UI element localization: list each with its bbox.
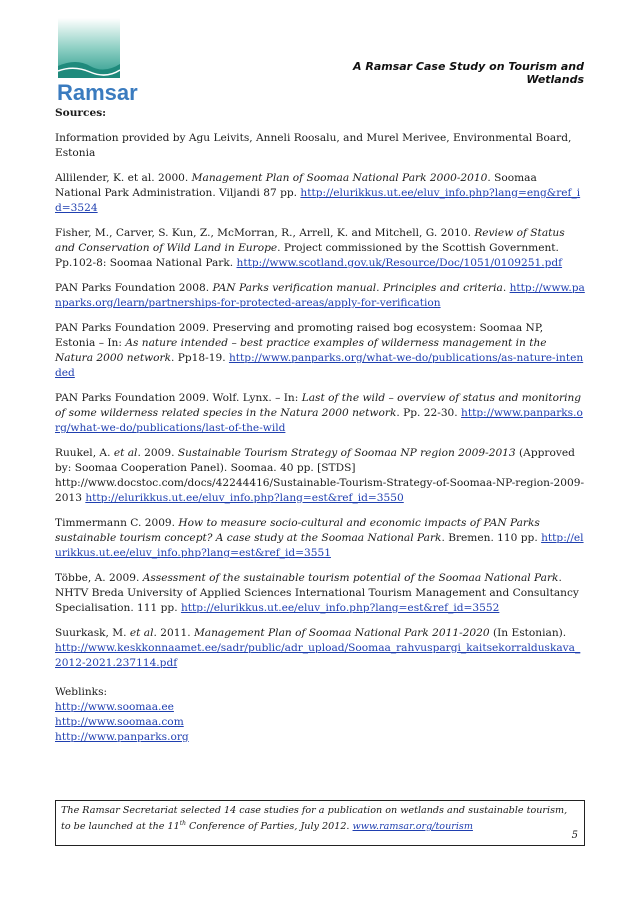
- ref-author: Suurkask, M.: [55, 627, 130, 639]
- footer-box: [55, 800, 585, 846]
- ref-title: PAN Parks verification manual. Principles and criteria: [212, 282, 503, 294]
- ref-title: How to measure socio-cultural and economic impacts of PAN Parks sustainable tourism concept? A case study at the Soomaa National Park: [55, 517, 540, 544]
- ref-title: Management Plan of Soomaa National Park 2011-2020: [193, 627, 490, 639]
- reference-5: [55, 321, 585, 381]
- ref-author: Ruukel, A.: [55, 447, 114, 459]
- weblink-soomaa-com[interactable]: http://www.soomaa.com: [55, 716, 184, 728]
- ref-title: Sustainable Tourism Strategy of Soomaa NP region 2009-2013: [177, 447, 516, 459]
- reference-10: [55, 626, 585, 671]
- ref-title: As nature intended – best practice examples of wilderness management in the Natura 2000 network: [55, 337, 547, 364]
- weblinks-block: [55, 685, 585, 745]
- footer-text: to be launched at the 11: [61, 821, 180, 833]
- ref-year: . 2011.: [153, 627, 194, 639]
- ref-details: . NHTV Breda University of Applied Sciences International Tourism Management and Consultancy Specialisation. 111 pp.: [55, 572, 579, 614]
- ref-et-al: et al: [113, 447, 138, 459]
- footer-link[interactable]: www.ramsar.org/tourism: [352, 821, 473, 833]
- ref-details: . Soomaa National Park Administration. Viljandi 87 pp.: [55, 172, 537, 199]
- reference-8: [55, 516, 585, 561]
- ref-details: . Project commissioned by the Scottish Government. Pp.102-8: Soomaa National Park.: [55, 242, 559, 269]
- ref-title: Management Plan of Soomaa National Park 2000-2010: [191, 172, 488, 184]
- ref-title: Assessment of the sustainable tourism potential of the Soomaa National Park: [142, 572, 559, 584]
- ramsar-logo-graphic: [56, 18, 138, 106]
- references-section: [55, 106, 585, 755]
- ref-author: Allilender, K. et al. 2000.: [55, 172, 192, 184]
- ref-details: (Approved by: Soomaa Cooperation Panel). Soomaa. 40 pp. [STDS] http://www.docstoc.com/docs/42244416/Sustainable-Tourism-Strategy-of-Soomaa-NP-region-2009-2013: [55, 447, 585, 504]
- ref-et-al: et al: [129, 627, 154, 639]
- ref-author: PAN Parks Foundation 2008.: [55, 282, 213, 294]
- ref-link[interactable]: http://elurikkus.ut.ee/eluv_info.php?lang=est&ref_id=3550: [85, 492, 404, 504]
- ref-author: Timmermann C. 2009.: [55, 517, 179, 529]
- ref-details: (In Estonian).: [489, 627, 567, 639]
- weblink-panparks[interactable]: http://www.panparks.org: [55, 731, 189, 743]
- ref-title: Review of Status and Conservation of Wild Land in Europe: [55, 227, 565, 254]
- footer-superscript: th: [179, 820, 186, 827]
- reference-7: [55, 446, 585, 506]
- ref-link[interactable]: http://elurikkus.ut.ee/eluv_info.php?lang=eng&ref_id=3524: [55, 187, 581, 214]
- reference-1: [55, 131, 585, 161]
- reference-2: [55, 171, 585, 216]
- ref-details: . Pp18-19.: [171, 352, 229, 364]
- ref-details: . Bremen. 110 pp.: [441, 532, 542, 544]
- reference-4: [55, 281, 585, 311]
- footer-line-2: [61, 817, 579, 833]
- footer-text-2: Conference of Parties, July 2012.: [186, 821, 353, 833]
- ref-link[interactable]: http://www.panparks.org/what-we-do/publications/as-nature-intended: [55, 352, 584, 379]
- ref-link[interactable]: http://www.panparks.org/what-we-do/publications/last-of-the-wild: [55, 407, 583, 434]
- weblinks-heading: Weblinks:: [55, 686, 108, 698]
- ref-author: Többe, A. 2009.: [55, 572, 143, 584]
- ref-link[interactable]: http://www.panparks.org/learn/partnerships-for-protected-areas/apply-for-verification: [55, 282, 585, 309]
- ref-author: Fisher, M., Carver, S. Kun, Z., McMorran, R., Arrell, K. and Mitchell, G. 2010.: [55, 227, 475, 239]
- sources-heading: Sources:: [55, 107, 107, 119]
- page-number: 5: [571, 830, 578, 841]
- reference-6: [55, 391, 585, 436]
- ref-link[interactable]: http://elurikkus.ut.ee/eluv_info.php?lang=est&ref_id=3552: [180, 602, 500, 614]
- ref-title: Last of the wild – overview of status and monitoring of some wilderness related species in the Natura 2000 network: [55, 392, 582, 419]
- header-title: A Ramsar Case Study on Tourism and Wetlands: [353, 60, 584, 86]
- ref-link[interactable]: http://www.scotland.gov.uk/Resource/Doc/1051/0109251.pdf: [236, 257, 563, 269]
- footer-line-1: The Ramsar Secretariat selected 14 case studies for a publication on wetlands and sustainable tourism,: [61, 805, 568, 816]
- ramsar-logo: [56, 18, 138, 106]
- ref-year: . 2009.: [137, 447, 178, 459]
- reference-9: [55, 571, 585, 616]
- ref-author: PAN Parks Foundation 2009. Preserving and promoting raised bog ecosystem: Soomaa NP, Estonia – In:: [55, 322, 544, 349]
- ref-details: . Pp. 22-30.: [396, 407, 462, 419]
- ref-link[interactable]: http://www.keskkonnaamet.ee/sadr/public/adr_upload/Soomaa_rahvuspargi_kaitsekorralduskava_2012-2021.237114.pdf: [55, 642, 581, 669]
- ref-author: PAN Parks Foundation 2009. Wolf. Lynx. – In:: [55, 392, 302, 404]
- reference-3: [55, 226, 585, 271]
- ref-text: Information provided by Agu Leivits, Anneli Roosalu, and Murel Merivee, Environmental Board, Estonia: [55, 132, 572, 159]
- weblink-soomaa-ee[interactable]: http://www.soomaa.ee: [55, 701, 174, 713]
- ref-details: .: [502, 282, 510, 294]
- ref-link[interactable]: http://elurikkus.ut.ee/eluv_info.php?lang=est&ref_id=3551: [55, 532, 584, 559]
- logo-wordmark: Ramsar: [57, 80, 138, 105]
